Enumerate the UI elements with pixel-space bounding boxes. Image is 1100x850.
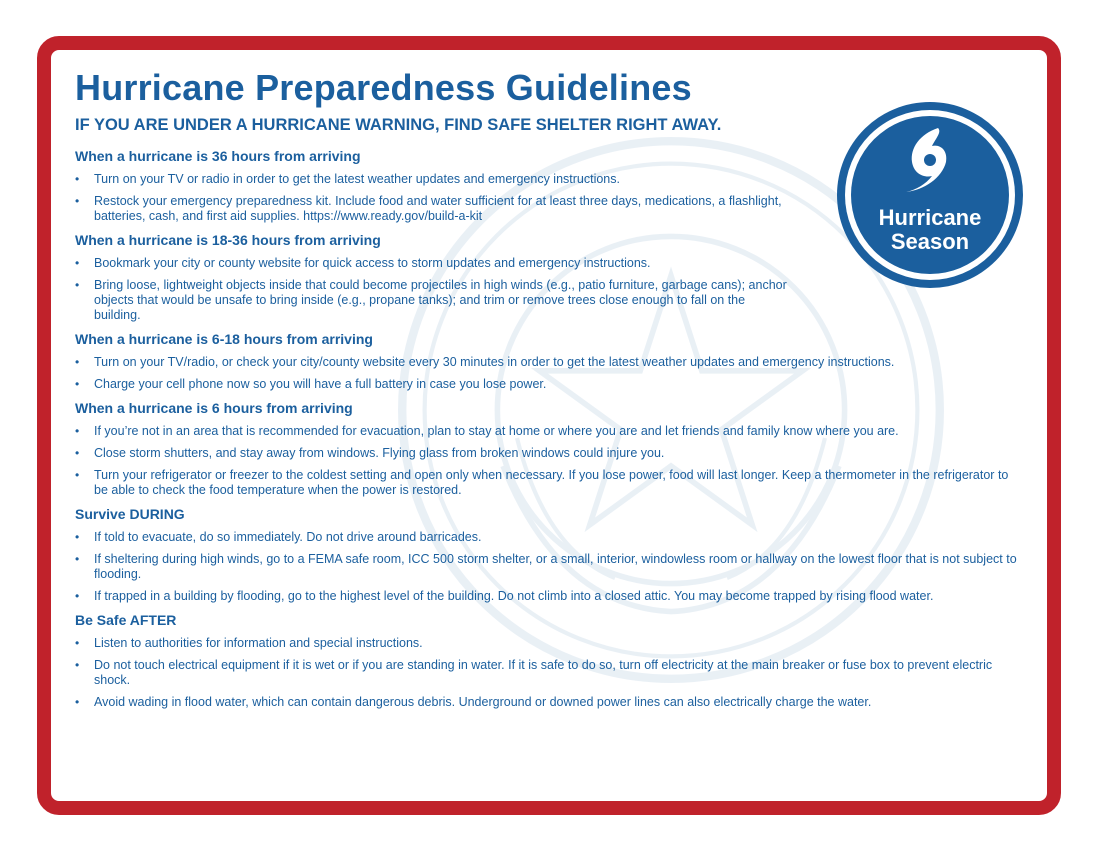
list-item: • Close storm shutters, and stay away from windows. Flying glass from broken windows could injure you.	[75, 446, 1025, 461]
list-item: • Avoid wading in flood water, which can contain dangerous debris. Underground or downed power lines can also electrically charge the water.	[75, 695, 1025, 710]
list-item: • Listen to authorities for information and special instructions.	[75, 636, 1025, 651]
list-item: • If trapped in a building by flooding, go to the highest level of the building. Do not climb into a closed attic. You may become trapped by rising flood water.	[75, 589, 1025, 604]
section-heading: Be Safe AFTER	[75, 612, 177, 628]
bullet-list	[75, 355, 1025, 392]
section-heading: Survive DURING	[75, 506, 185, 522]
bullet-list	[75, 424, 1025, 498]
section-heading: When a hurricane is 6-18 hours from arriving	[75, 331, 373, 347]
list-item: • Bring loose, lightweight objects inside that could become projectiles in high winds (e.g., patio furniture, garbage cans); anchor objects that would be unsafe to bring inside (e.g., propane tanks); and trim or remove trees close enough to fall on the building.	[75, 278, 794, 323]
list-item: • Restock your emergency preparedness kit. Include food and water sufficient for at least three days, medications, a flashlight, batteries, cash, and first aid supplies. https://www.ready.gov/build-a-kit	[75, 194, 794, 224]
section-6-18-hours	[75, 330, 1025, 392]
list-item: • If you’re not in an area that is recommended for evacuation, plan to stay at home or where you are and let friends and family know where you are.	[75, 424, 1025, 439]
list-item: • If sheltering during high winds, go to a FEMA safe room, ICC 500 storm shelter, or a small, interior, windowless room or hallway on the lowest floor that is not subject to flooding.	[75, 552, 1025, 582]
warning-banner: IF YOU ARE UNDER A HURRICANE WARNING, FIND SAFE SHELTER RIGHT AWAY.	[75, 116, 722, 134]
section-heading: When a hurricane is 6 hours from arriving	[75, 400, 353, 416]
section-survive-during	[75, 505, 1025, 604]
section-be-safe-after	[75, 611, 1025, 710]
list-item: • Do not touch electrical equipment if it is wet or if you are standing in water. If it is safe to do so, turn off electricity at the main breaker or fuse box to prevent electric shock.	[75, 658, 1025, 688]
section-heading: When a hurricane is 18-36 hours from arriving	[75, 232, 381, 248]
poster-frame	[37, 36, 1061, 815]
hurricane-season-badge	[835, 100, 1025, 290]
list-item: • Turn on your TV or radio in order to get the latest weather updates and emergency instructions.	[75, 172, 794, 187]
list-item: • Bookmark your city or county website for quick access to storm updates and emergency instructions.	[75, 256, 794, 271]
hurricane-badge-icon	[835, 100, 1025, 290]
section-6-hours	[75, 399, 1025, 498]
list-item: • If told to evacuate, do so immediately. Do not drive around barricades.	[75, 530, 1025, 545]
bullet-list	[75, 636, 1025, 710]
list-item: • Turn your refrigerator or freezer to the coldest setting and open only when necessary. If you lose power, food will last longer. Keep a thermometer in the refrigerator to be able to check the food temperature when the power is restored.	[75, 468, 1025, 498]
page-title: Hurricane Preparedness Guidelines	[75, 67, 692, 108]
section-heading: When a hurricane is 36 hours from arriving	[75, 148, 361, 164]
bullet-list	[75, 530, 1025, 604]
list-item: • Turn on your TV/radio, or check your city/county website every 30 minutes in order to get the latest weather updates and emergency instructions.	[75, 355, 1025, 370]
list-item: • Charge your cell phone now so you will have a full battery in case you lose power.	[75, 377, 1025, 392]
badge-label-line2: Season	[890, 229, 970, 254]
badge-label-line1: Hurricane	[878, 205, 982, 230]
